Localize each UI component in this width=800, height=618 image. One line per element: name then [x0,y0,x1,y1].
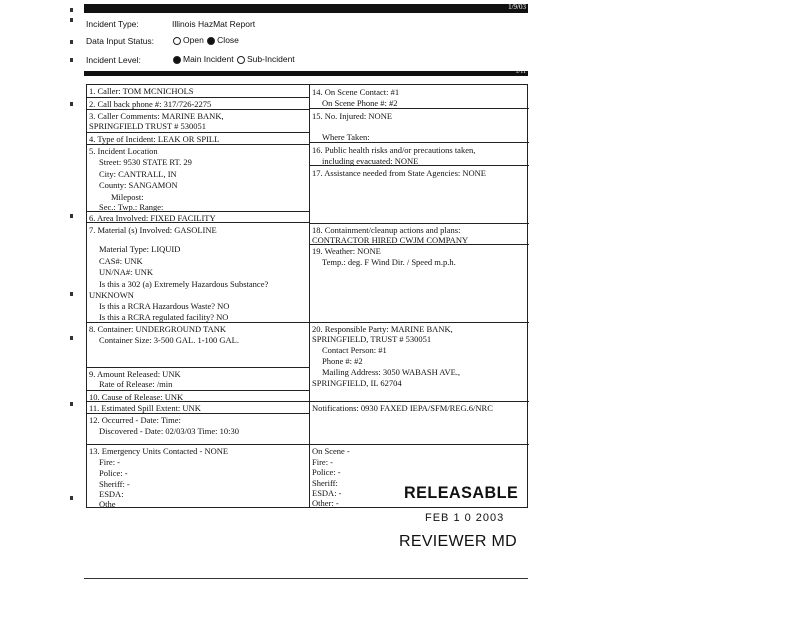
emergency-other: Othe [99,499,116,509]
incident-form [86,84,528,508]
area-field: 6. Area Involved: FIXED FACILITY [87,211,309,223]
material-type: Material Type: LIQUID [99,244,181,254]
location-street: Street: 9530 STATE RT. 29 [99,157,192,167]
cause-field: 10. Cause of Release: UNK [87,390,309,402]
section-bar [84,71,528,76]
onscene-fire: Fire: - [312,457,334,467]
containment-field-2: CONTRACTOR HIRED CWJM COMPANY [310,234,529,245]
temperature-field: Temp.: deg. F Wind Dir. / Speed m.p.h. [322,257,456,267]
releasable-stamp: RELEASABLE [404,483,519,502]
emergency-fire: Fire: - [99,457,121,467]
contact-person-field: Contact Person: #1 [322,345,387,355]
header-bar-label: 1/9/03 [508,3,526,11]
comments-field: 3. Caller Comments: MARINE BANK, [89,111,224,121]
material-cas: CAS#: UNK [99,256,143,266]
type-field: 4. Type of Incident: LEAK OR SPILL [87,133,309,145]
health-field: 16. Public health risks and/or precautions taken, [312,145,476,155]
location-sec: Sec.: Twp.: Range: [99,202,164,212]
emergency-esda: ESDA: [99,489,124,499]
reviewer-stamp: REVIEWER MD [399,533,517,550]
material-rcra-waste: Is this a RCRA Hazardous Waste? NO [99,301,230,311]
callback-field: 2. Call back phone #: 317/726-2275 [87,98,309,110]
phone-field: Phone #: #2 [322,356,363,366]
injured-field: 15. No. Injured: NONE [312,111,393,121]
caller-field: 1. Caller: TOM MCNICHOLS [87,85,309,98]
material-heading: 7. Material (s) Involved: GASOLINE [89,225,217,235]
rate-field: Rate of Release: /min [99,379,173,389]
location-city: City: CANTRALL, IN [99,169,177,179]
onscene-units-heading: On Scene - [310,444,529,457]
weather-field: 19. Weather: NONE [312,246,381,256]
mailing-field: Mailing Address: 3050 WABASH AVE., [322,367,461,377]
container-field: 8. Container: UNDERGROUND TANK [87,322,309,335]
level-main-radio[interactable] [173,56,181,64]
location-county: County: SANGAMON [99,180,178,190]
material-un: UN/NA#: UNK [99,267,154,277]
status-radio-group [172,35,239,45]
notifications-field: Notifications: 0930 FAXED IEPA/SFM/REG.6/NRC [310,401,529,414]
where-taken-field: Where Taken: [310,131,529,143]
status-label: Data Input Status: [86,36,155,46]
onscene-other: Other: - [312,498,339,508]
material-rcra-facility: Is this a RCRA regulated facility? NO [99,312,229,322]
onscene-sheriff: Sheriff: [312,478,338,488]
extent-field: 11. Estimated Spill Extent: UNK [87,402,309,414]
emergency-field: 13. Emergency Units Contacted - NONE [87,444,309,457]
status-open-label: Open [183,35,204,45]
location-heading: 5. Incident Location [89,146,158,156]
status-open-radio[interactable] [173,37,181,45]
level-label: Incident Level: [86,55,141,65]
stamp-date: FEB 1 0 2003 [425,512,505,524]
status-close-label: Close [217,35,239,45]
occurred-field: 12. Occurred - Date: Time: [89,415,181,425]
level-sub-radio[interactable] [237,56,245,64]
bottom-rule [84,578,528,579]
containment-field: 18. Containment/cleanup actions and plans: [310,223,529,236]
emergency-sheriff: Sheriff: - [99,479,130,489]
onscene-phone-field: On Scene Phone #: #2 [310,97,529,109]
status-close-radio[interactable] [207,37,215,45]
amount-field: 9. Amount Released: UNK [87,367,309,380]
level-sub-label: Sub-Incident [246,54,295,64]
mailing-field-2: SPRINGFIELD, IL 62704 [312,378,402,388]
material-302: Is this a 302 (a) Extremely Hazardous Substance? [99,279,269,289]
onscene-police: Police: - [312,467,341,477]
comments-field-2: SPRINGFIELD TRUST # 530051 [87,120,309,133]
onscene-field: 14. On Scene Contact: #1 [312,87,400,97]
location-milepost: Milepost: [111,192,144,202]
evacuated-field: including evacuated: NONE [310,155,529,166]
assistance-field: 17. Assistance needed from State Agencies: NONE [312,168,486,178]
section-bar-label: 1/11 [515,69,526,75]
container-size: Container Size: 3-500 GAL. 1-100 GAL. [99,335,239,345]
discovered-field: Discovered - Date: 02/03/03 Time: 10:30 [99,426,240,436]
responsible-field: 20. Responsible Party: MARINE BANK, [310,322,529,335]
incident-type-label: Incident Type: [86,19,139,29]
margin-marks [70,0,78,618]
material-unknown: UNKNOWN [89,290,134,300]
header-bar [84,4,528,13]
incident-type-value: Illinois HazMat Report [172,19,256,29]
emergency-police: Police: - [99,468,128,478]
onscene-esda: ESDA: - [312,488,342,498]
responsible-field-2: SPRINGFIELD, TRUST # 530051 [312,334,432,344]
level-main-label: Main Incident [183,54,234,64]
level-radio-group [172,54,295,64]
